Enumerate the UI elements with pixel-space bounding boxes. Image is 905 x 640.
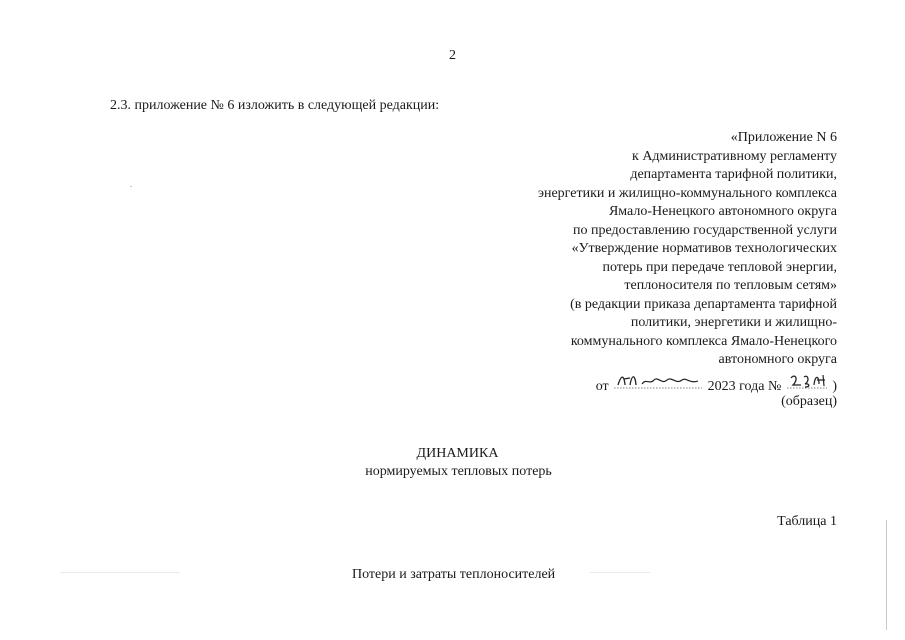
handwritten-date-signature: [612, 371, 704, 391]
appendix-line: (в редакции приказа департамента тарифной: [570, 296, 837, 312]
appendix-line: по предоставлению государственной услуги: [573, 222, 837, 238]
section-heading: [0, 445, 905, 481]
page-number: 2: [449, 48, 456, 63]
scan-artifact: [130, 186, 132, 187]
appendix-line: Ямало-Ненецкого автономного округа: [608, 204, 837, 219]
appendix-line: «Приложение N 6: [730, 130, 837, 145]
appendix-header-block: [397, 129, 837, 396]
scan-artifact: [590, 572, 650, 573]
appendix-line: к Административному регламенту: [632, 148, 837, 164]
handwritten-number-signature: [785, 371, 829, 391]
sample-label: (образец): [781, 394, 837, 409]
appendix-line: теплоносителя по тепловым сетям»: [624, 278, 837, 293]
appendix-line: департамента тарифной политики,: [630, 167, 837, 182]
appendix-line: «Утверждение нормативов технологических: [571, 241, 837, 256]
appendix-date-line: [397, 370, 837, 397]
scan-artifact: [60, 572, 180, 573]
losses-title: Потери и затраты теплоносителей: [352, 567, 556, 582]
appendix-line: энергетики и жилищно-коммунального комплекса: [537, 185, 837, 201]
heading-title: ДИНАМИКА: [416, 446, 499, 461]
appendix-line: автономного округа: [718, 352, 837, 367]
heading-subtitle: нормируемых тепловых потерь: [365, 464, 552, 479]
scan-artifact: [886, 520, 887, 630]
appendix-line: политики, энергетики и жилищно-: [630, 315, 837, 330]
date-close: ): [832, 378, 837, 394]
appendix-line: потерь при передаче тепловой энергии,: [602, 259, 837, 275]
date-suffix: 2023 года №: [707, 378, 782, 394]
date-prefix: от: [595, 378, 609, 394]
appendix-line: коммунального комплекса Ямало-Ненецкого: [570, 333, 837, 349]
intro-paragraph: 2.3. приложение № 6 изложить в следующей редакции:: [110, 98, 440, 113]
table-label: Таблица 1: [777, 514, 837, 529]
